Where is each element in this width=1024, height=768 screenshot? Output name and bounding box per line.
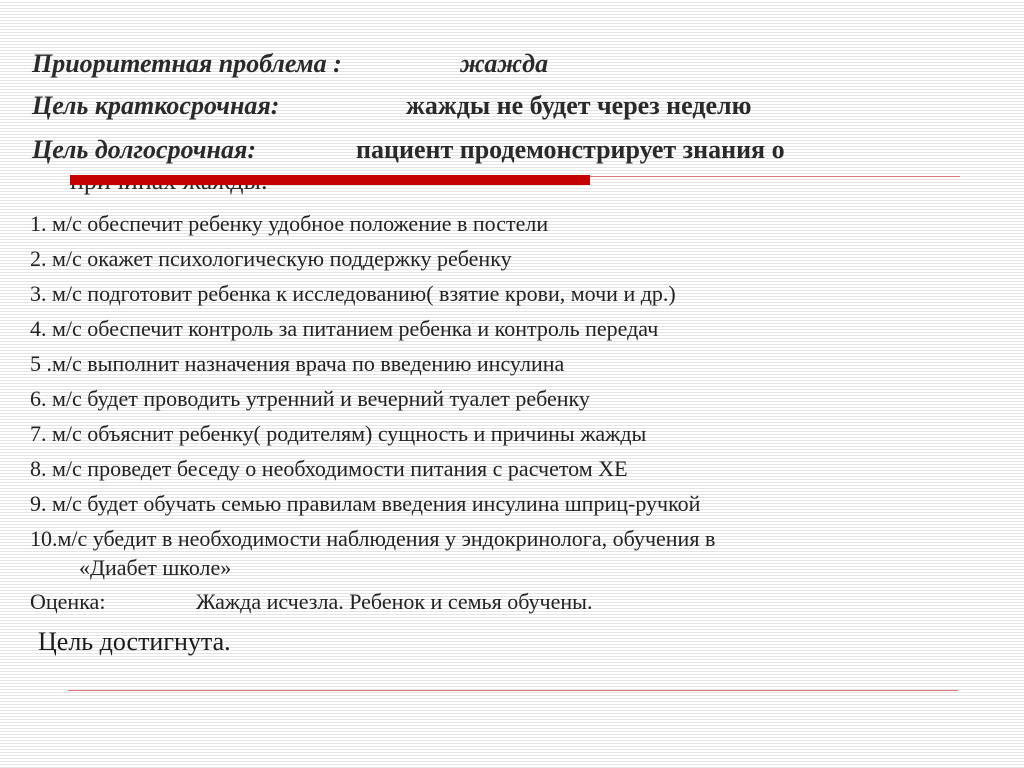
intervention-item: 7. м/с объяснит ребенку( родителям) сущность и причины жажды	[30, 421, 647, 446]
long-term-goal-value: пациент продемонстрирует знания о	[356, 135, 785, 164]
intervention-item: 10.м/с убедит в необходимости наблюдения у эндокринолога, обучения в	[30, 526, 716, 551]
evaluation-value: Жажда исчезла. Ребенок и семья обучены.	[196, 589, 593, 614]
intervention-item: 5 .м/с выполнит назначения врача по введению инсулина	[30, 351, 565, 376]
evaluation-label: Оценка:	[30, 589, 106, 614]
title-divider	[590, 176, 960, 177]
intervention-item: 3. м/с подготовит ребенка к исследованию( взятие крови, мочи и др.)	[30, 281, 676, 306]
intervention-item: 9. м/с будет обучать семью правилам введения инсулина шприц-ручкой	[30, 491, 701, 516]
interventions-list	[30, 206, 715, 585]
long-term-goal-label: Цель долгосрочная:	[32, 135, 257, 164]
intervention-item: 4. м/с обеспечит контроль за питанием ребенка и контроль передач	[30, 316, 659, 341]
result-text: Цель достигнута.	[38, 627, 231, 656]
title-accent-bar	[70, 175, 590, 185]
short-term-goal-value: жажды не будет через неделю	[406, 91, 752, 120]
priority-problem-label: Приоритетная проблема :	[32, 49, 342, 78]
intervention-item: 1. м/с обеспечит ребенку удобное положение в постели	[30, 211, 549, 236]
intervention-item: 8. м/с проведет беседу о необходимости питания с расчетом ХЕ	[30, 456, 628, 481]
intervention-item-continuation: «Диабет школе»	[79, 555, 232, 580]
intervention-item: 2. м/с окажет психологическую поддержку ребенку	[30, 246, 512, 271]
short-term-goal-label: Цель краткосрочная:	[32, 91, 280, 120]
priority-problem-value: жажда	[460, 49, 549, 78]
footer-divider	[68, 690, 958, 691]
evaluation-line	[30, 589, 593, 615]
intervention-item: 6. м/с будет проводить утренний и вечерний туалет ребенку	[30, 386, 590, 411]
